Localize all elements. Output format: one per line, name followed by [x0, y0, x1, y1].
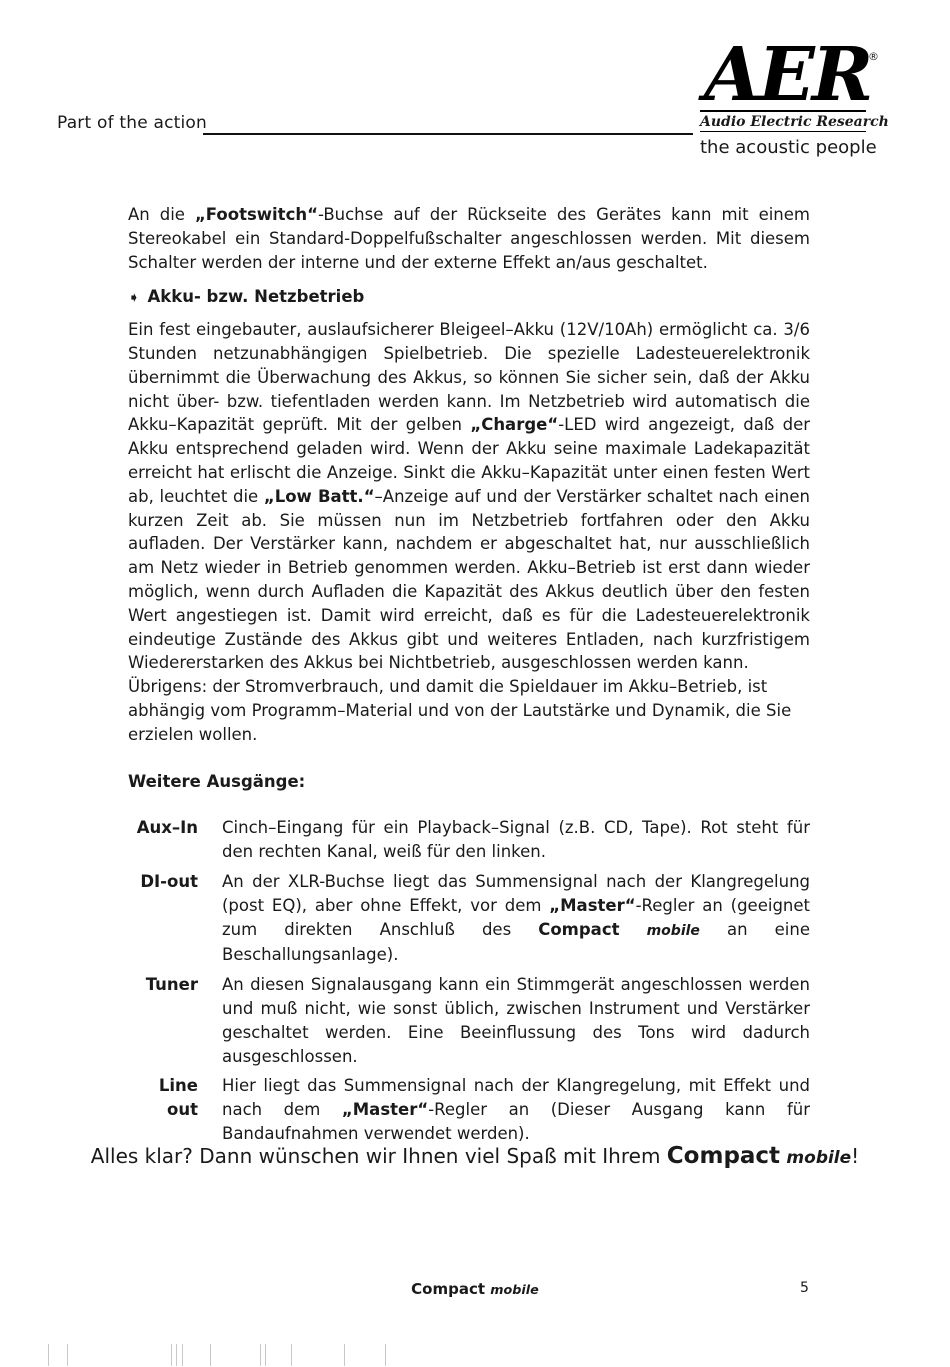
- output-description: Cinch–Eingang für ein Playback–Signal (z.B. CD, Tape). Rot steht für den rechten Kanal, weiß für den linken.: [222, 818, 810, 862]
- scan-mark: [171, 1344, 172, 1366]
- logo-mark: AER: [704, 32, 871, 118]
- text-run: Alles klar? Dann wünschen wir Ihnen viel Spaß mit Ihrem: [90, 1144, 667, 1168]
- output-description: An diesen Signalausgang kann ein Stimmgerät angeschlossen werden und muß nicht, wie sonst üblich, zwischen Instrument und Verstärker geschaltet werden. Eine Beeinflussung des Tons wird dadurch ausgeschlossen.: [222, 975, 810, 1066]
- scan-mark: [265, 1344, 266, 1366]
- output-label: DI-out: [140, 871, 198, 891]
- footswitch-term: „Footswitch“: [194, 205, 318, 224]
- scan-mark: [291, 1344, 292, 1366]
- brand-model: mobile: [646, 922, 700, 939]
- output-item-di: [128, 870, 810, 967]
- text-run: An der XLR-Buchse liegt das Summensignal nach der Klangregelung (post EQ), aber ohne Effekt, vor dem: [222, 871, 810, 915]
- scan-marks: [48, 1344, 408, 1366]
- output-item-tuner: [128, 973, 810, 1068]
- page-number: 5: [800, 1280, 809, 1296]
- scan-mark: [344, 1344, 345, 1366]
- output-description: [222, 870, 810, 967]
- output-label: Line out: [158, 1076, 198, 1120]
- charge-term: „Charge“: [470, 415, 559, 435]
- scan-mark: [210, 1344, 211, 1366]
- text-run: -Regler an (Dieser Ausgang kann für Bandaufnahmen verwendet werden).: [222, 1100, 810, 1143]
- outputs-list: [128, 816, 810, 1145]
- akku-note: Übrigens: der Stromverbrauch, und damit die Spieldauer im Akku–Betrieb, ist abhängig vom Programm–Material und von der Lautstärke und Dynamik, die Sie erzielen wollen.: [128, 677, 792, 744]
- text-run: Hier liegt das Summensignal nach der Klangregelung, mit Effekt und nach dem: [222, 1076, 810, 1120]
- akku-heading-text: Akku- bzw. Netzbetrieb: [147, 287, 365, 307]
- arrow-bullet-icon: ➧: [128, 290, 140, 307]
- brand-name: Compact: [538, 919, 620, 939]
- scan-mark: [385, 1344, 386, 1366]
- output-item-lineout: [128, 1074, 810, 1145]
- text-run: -Regler an (geeignet zum direkten Anschluß des: [222, 895, 810, 939]
- header-tagline: Part of the action: [57, 113, 207, 133]
- header-rule: [203, 133, 693, 135]
- logo-company-name: Audio Electric Research: [700, 110, 866, 132]
- logo-slogan: the acoustic people: [700, 137, 877, 158]
- brand-name: Compact: [666, 1143, 781, 1169]
- registered-mark: ®: [868, 50, 879, 63]
- text-run: !: [851, 1144, 860, 1168]
- scan-mark: [260, 1344, 261, 1366]
- brand-model: mobile: [786, 1148, 852, 1168]
- scan-mark: [67, 1344, 68, 1366]
- brand-model: mobile: [490, 1283, 539, 1298]
- output-label: Tuner: [145, 975, 198, 995]
- low-batt-term: „Low Batt.“: [263, 486, 375, 506]
- text-run: –Anzeige auf und der Verstärker schaltet nach einen kurzen Zeit ab. Sie müssen nun im Netzbetrieb fortfahren oder den Akku aufladen. Der Verstärker kann, nachdem er abgeschaltet hat, nur ausschließlich am Netz wieder in Betrieb genommen werden. Akku–Betrieb ist erst dann wieder möglich, wenn durch Aufladen die Kapazität des Akkus deutlich über den festen Wert angestiegen ist. Damit wird erreicht, daß es für die Ladesteuerelektronik eindeutige Zustände des Akkus gibt und weiteres Entladen, nach kurzfristigem Wiedererstarken des Akkus bei Nichtbetrieb, ausgeschlossen werden kann.: [128, 486, 810, 673]
- output-item-aux: [128, 816, 810, 864]
- text-run: -Buchse auf der Rückseite des Gerätes kann mit einem Stereokabel ein Standard-Doppelfußschalter angeschlossen werden. Mit diesem Schalter werden der interne und der externe Effekt an/aus geschaltet.: [128, 205, 810, 272]
- master-term: „Master“: [549, 895, 636, 915]
- akku-paragraph: [128, 318, 810, 675]
- scan-mark: [176, 1344, 177, 1366]
- main-content: [128, 203, 810, 1152]
- master-term: „Master“: [341, 1100, 429, 1120]
- text-run: -LED wird angezeigt, daß der Akku entsprechend geladen wird. Wenn der Akku seine maximale Ladekapazität erreicht hat erlischt die Anzeige. Sinkt die Akku–Kapazität unter einen festen Wert ab, leuchtet die: [128, 415, 811, 506]
- text-run: Ein fest eingebauter, auslaufsicherer Bleigeel–Akku (12V/10Ah) ermöglicht ca. 3/6 Stunden netzunabhängigen Spielbetrieb. Die spezielle Ladesteuerelektronik übernimmt die Überwachung des Akkus, so können Sie sicher sein, daß der Akku nicht über- bzw. tiefentladen werden kann. Im Netzbetrieb wird automatisch die Akku–Kapazität geprüft. Mit der gelben: [128, 320, 810, 435]
- outputs-heading: Weitere Ausgänge:: [128, 771, 306, 791]
- scan-mark: [48, 1344, 49, 1366]
- output-label: Aux–In: [136, 818, 198, 838]
- closing-line: [0, 1143, 950, 1169]
- output-description: [222, 1074, 810, 1145]
- text-run: An die: [128, 205, 195, 224]
- footswitch-paragraph: [128, 203, 810, 274]
- akku-heading: [128, 285, 810, 311]
- brand-name: Compact: [411, 1280, 486, 1298]
- scan-mark: [182, 1344, 183, 1366]
- aer-logo: [700, 32, 889, 158]
- text-run: an eine Beschallungsanlage).: [222, 919, 810, 965]
